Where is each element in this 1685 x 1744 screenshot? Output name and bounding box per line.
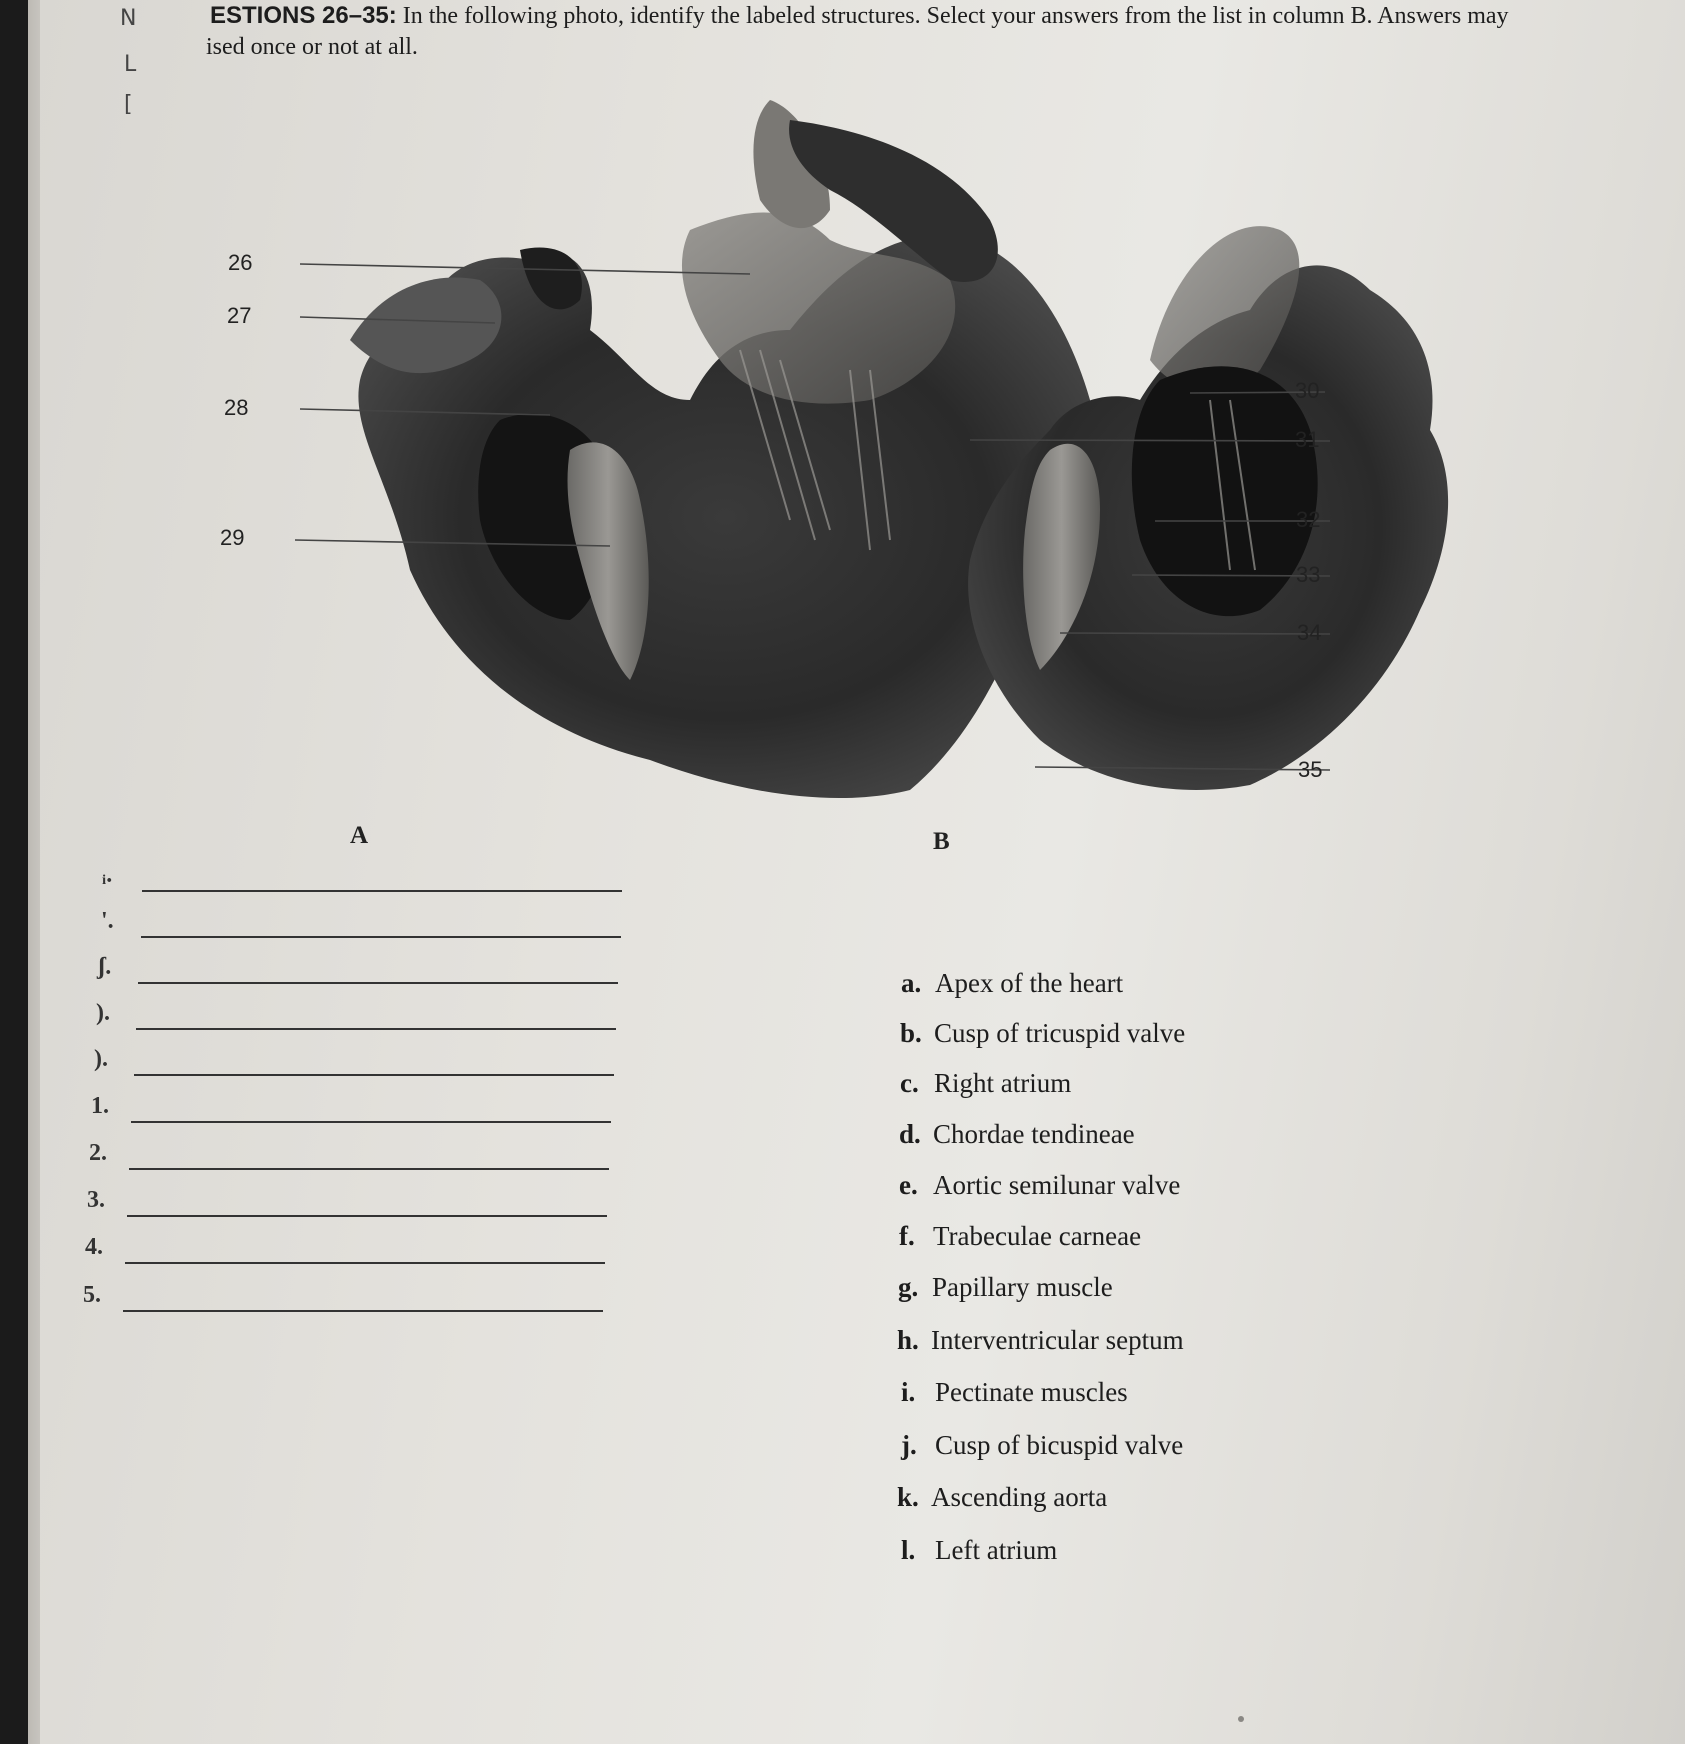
option-text: Cusp of tricuspid valve — [934, 1018, 1186, 1048]
answer-number: ᵢ. — [102, 862, 113, 888]
option-text: Trabeculae carneae — [933, 1221, 1142, 1251]
callout-32: 32 — [1296, 507, 1321, 532]
instructions-line-2: ised once or not at all. — [206, 34, 418, 60]
option-item — [899, 1221, 1141, 1252]
option-text: Chordae tendineae — [933, 1119, 1135, 1149]
option-text: Apex of the heart — [935, 968, 1124, 998]
option-item — [899, 1119, 1135, 1150]
option-text: Left atrium — [935, 1535, 1058, 1565]
option-text: Right atrium — [934, 1068, 1072, 1098]
option-letter: g. — [898, 1272, 919, 1302]
option-letter: j. — [901, 1430, 917, 1460]
instructions-line-1 — [210, 2, 1509, 30]
margin-fragment: L — [124, 52, 137, 77]
answer-blank[interactable] — [136, 1028, 616, 1030]
heart-dissection-photo — [270, 100, 1570, 900]
option-letter: d. — [899, 1119, 921, 1149]
option-item — [900, 1068, 1071, 1099]
option-item — [898, 1272, 1113, 1303]
instructions-text: In the following photo, identify the labeled structures. Select your answers from the list in column B. Answers may — [396, 3, 1509, 29]
answer-blank[interactable] — [134, 1074, 614, 1076]
callout-26: 26 — [228, 250, 253, 275]
option-text: Pectinate muscles — [935, 1377, 1128, 1407]
option-item — [901, 1377, 1128, 1408]
answer-number: 2. — [89, 1140, 107, 1166]
option-item — [897, 1325, 1184, 1356]
option-letter: i. — [901, 1377, 916, 1407]
option-letter: b. — [900, 1018, 922, 1048]
option-text: Papillary muscle — [932, 1272, 1113, 1302]
option-item — [899, 1170, 1180, 1201]
option-letter: h. — [897, 1325, 919, 1355]
option-item — [901, 1535, 1057, 1566]
callout-31: 31 — [1295, 427, 1320, 452]
option-text: Aortic semilunar valve — [933, 1170, 1181, 1200]
callout-30: 30 — [1295, 378, 1320, 403]
answer-blank[interactable] — [129, 1168, 609, 1170]
option-letter: c. — [900, 1068, 919, 1098]
option-letter: a. — [901, 968, 922, 998]
answer-number: 3. — [87, 1187, 105, 1213]
option-text: Cusp of bicuspid valve — [935, 1430, 1184, 1460]
questions-range-label: ESTIONS 26–35: — [210, 2, 397, 29]
answer-blank[interactable] — [142, 890, 622, 892]
callout-29: 29 — [220, 525, 245, 550]
column-b-heading: B — [933, 828, 950, 855]
answer-number: ). — [96, 1000, 110, 1026]
answer-blank[interactable] — [138, 982, 618, 984]
answer-number: 4. — [85, 1234, 103, 1260]
callout-33: 33 — [1296, 562, 1321, 587]
answer-blank[interactable] — [131, 1121, 611, 1123]
answer-blank[interactable] — [127, 1215, 607, 1217]
option-letter: k. — [897, 1482, 919, 1512]
option-letter: l. — [901, 1535, 916, 1565]
answer-number: ). — [94, 1046, 108, 1072]
answer-blank[interactable] — [123, 1310, 603, 1312]
answer-blank[interactable] — [141, 936, 621, 938]
option-item — [901, 1430, 1183, 1461]
option-text: Interventricular septum — [931, 1325, 1184, 1355]
paper-speck — [1238, 1716, 1244, 1722]
option-text: Ascending aorta — [931, 1482, 1108, 1512]
answer-blank[interactable] — [125, 1262, 605, 1264]
answer-number: '. — [101, 908, 114, 934]
option-item — [900, 1018, 1185, 1049]
callout-35: 35 — [1298, 757, 1323, 782]
option-letter: e. — [899, 1170, 918, 1200]
option-item — [901, 968, 1123, 999]
margin-fragment: [ — [124, 92, 133, 117]
callout-34: 34 — [1297, 620, 1322, 645]
option-item — [897, 1482, 1107, 1513]
answer-number: ʃ. — [98, 954, 112, 980]
margin-fragment: N — [120, 6, 137, 31]
answer-number: 1. — [91, 1093, 109, 1119]
callout-28: 28 — [224, 395, 249, 420]
column-a-heading: A — [350, 822, 369, 849]
answer-number: 5. — [83, 1282, 101, 1308]
callout-27: 27 — [227, 303, 252, 328]
worksheet-page — [40, 0, 1685, 1744]
option-letter: f. — [899, 1221, 915, 1251]
